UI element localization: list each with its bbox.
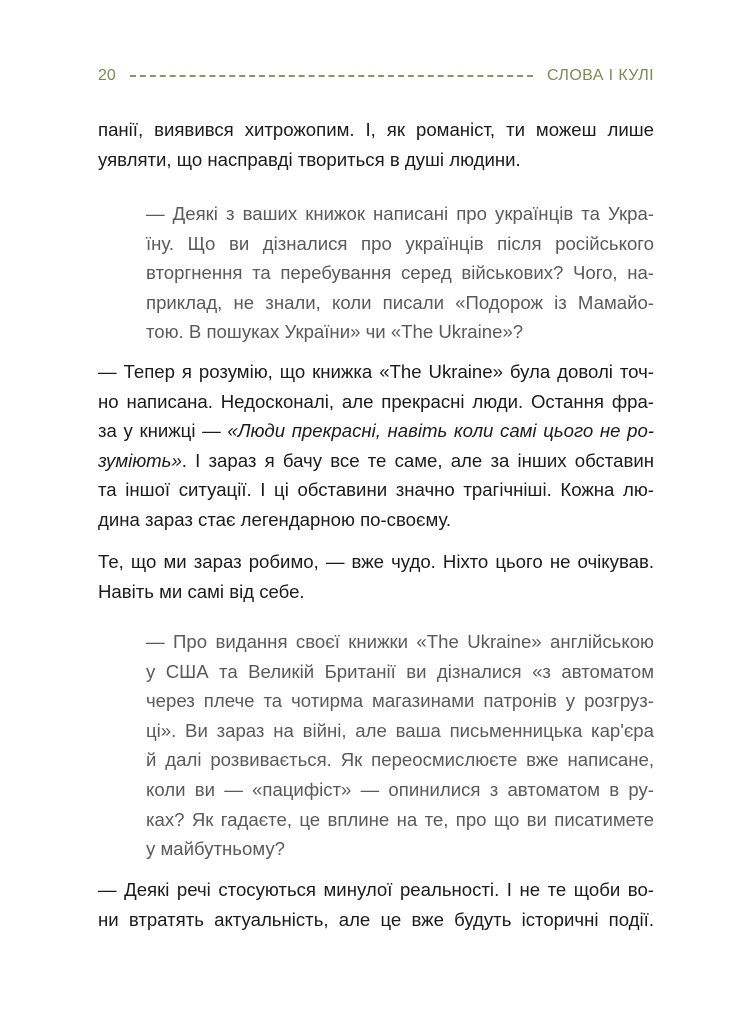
header-dashed-rule	[130, 75, 533, 77]
text-line: через плече та чотирма магазинами патронів у розгруз-	[146, 690, 654, 712]
text-line: ках? Як гадаєте, це вплине на те, про що ви писатимете	[146, 808, 654, 830]
text-line: — Тепер я розумію, що книжка «The Ukraine» була доволі точ-	[98, 361, 654, 382]
text-line: у майбутньому?	[146, 838, 285, 860]
text-run: . І зараз я бачу все те саме, але за інших обставин	[181, 449, 654, 471]
text-line: но написана. Недосконалі, але прекрасні люди. Остання фра-	[98, 390, 654, 412]
text-run: за у книжці —	[98, 420, 228, 442]
quoted-phrase: «Люди прекрасні, навіть коли самі цього не ро-	[227, 420, 655, 442]
text-line: й далі розвивається. Як переосмислюєте вже написане,	[146, 749, 654, 771]
text-line: панії, виявився хитрожопим. І, як романіст, ти можеш лише	[98, 119, 654, 140]
text-line: — Про видання своєї книжки «The Ukraine» англійською	[146, 631, 654, 652]
paragraph-2	[98, 547, 654, 606]
text-line	[98, 446, 654, 476]
text-line: коли ви — «пацифіст» — опинилися з автоматом в ру-	[146, 778, 654, 800]
quoted-phrase-end: зуміють»	[98, 449, 182, 471]
text-line: вторгнення та перебування серед військових? Чого, на-	[146, 262, 654, 284]
text-line: — Деякі з ваших книжок написані про українців та Укра-	[146, 203, 654, 224]
text-line: та іншої ситуації. І ці обставини значно трагічніші. Кожна лю-	[98, 479, 654, 501]
text-line: їну. Що ви дізналися про українців після російського	[146, 232, 654, 254]
text-line: уявляти, що насправді твориться в душі людини.	[98, 148, 521, 170]
text-line: Те, що ми зараз робимо, — вже чудо. Ніхто цього не очікував.	[98, 551, 654, 572]
page-number: 20	[98, 67, 116, 84]
running-title: СЛОВА І КУЛІ	[547, 67, 654, 84]
answer-1	[98, 357, 654, 535]
text-line: ці». Ви зараз на війні, але ваша письменницька кар'єра	[146, 719, 654, 741]
text-line: тою. В пошуках України» чи «The Ukraine»?	[146, 321, 524, 343]
running-header	[98, 64, 654, 88]
text-line: ни втратять актуальність, але це вже будуть історичні події.	[98, 908, 654, 930]
text-line	[98, 416, 654, 446]
text-line: Навіть ми самі від себе.	[98, 580, 305, 602]
text-line: дина зараз стає легендарною по-своєму.	[98, 508, 452, 530]
text-line: — Деякі речі стосуються минулої реальності. І не те щоби во-	[98, 879, 654, 900]
paragraph-continuation	[98, 115, 654, 174]
text-line: у США та Великій Британії ви дізналися «з автоматом	[146, 660, 654, 682]
text-line: приклад, не знали, коли писали «Подорож із Мамайо-	[146, 291, 654, 313]
question-2	[146, 627, 654, 864]
question-1	[146, 199, 654, 347]
answer-2	[98, 875, 654, 934]
